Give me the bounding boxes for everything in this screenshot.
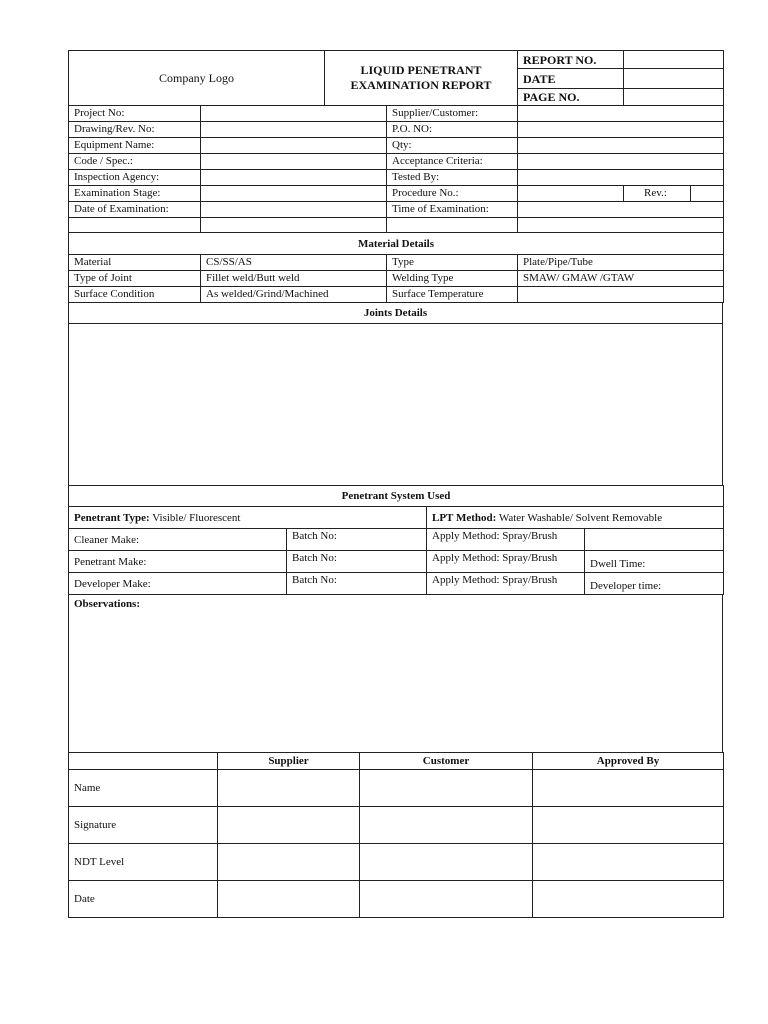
supplier-signature-field[interactable]: [218, 807, 360, 844]
penetrant-system-table: [68, 485, 724, 595]
code-spec-label: Code / Spec.:: [69, 154, 201, 170]
examination-stage-field[interactable]: [201, 186, 387, 202]
date-of-examination-field[interactable]: [201, 202, 387, 218]
observations-label: Observations:: [74, 598, 140, 610]
drawing-rev-field[interactable]: [201, 122, 387, 138]
material-value[interactable]: CS/SS/AS: [201, 255, 387, 271]
ndt-level-label: NDT Level: [69, 844, 218, 881]
date-field[interactable]: [624, 69, 724, 89]
customer-signature-field[interactable]: [360, 807, 533, 844]
joints-details-heading: Joints Details: [69, 303, 723, 324]
cleaner-apply-method[interactable]: Apply Method: Spray/Brush: [427, 529, 585, 551]
customer-heading: Customer: [360, 753, 533, 770]
material-details-heading: Material Details: [69, 233, 724, 255]
welding-type-value[interactable]: SMAW/ GMAW /GTAW: [518, 271, 724, 287]
type-of-joint-value[interactable]: Fillet weld/Butt weld: [201, 271, 387, 287]
customer-date-field[interactable]: [360, 881, 533, 918]
surface-temperature-field[interactable]: [518, 287, 724, 303]
qty-field[interactable]: [518, 138, 724, 154]
acceptance-criteria-label: Acceptance Criteria:: [387, 154, 518, 170]
surface-condition-value[interactable]: As welded/Grind/Machined: [201, 287, 387, 303]
date-label: DATE: [518, 69, 624, 89]
blank-cell[interactable]: [518, 218, 724, 233]
surface-temperature-label: Surface Temperature: [387, 287, 518, 303]
date-label-signoff: Date: [69, 881, 218, 918]
type-value[interactable]: Plate/Pipe/Tube: [518, 255, 724, 271]
project-no-label: Project No:: [69, 106, 201, 122]
surface-condition-label: Surface Condition: [69, 287, 201, 303]
supplier-name-field[interactable]: [218, 770, 360, 807]
supplier-customer-label: Supplier/Customer:: [387, 106, 518, 122]
drawing-rev-label: Drawing/Rev. No:: [69, 122, 201, 138]
approver-date-field[interactable]: [533, 881, 724, 918]
penetrant-system-heading: Penetrant System Used: [69, 486, 724, 507]
approved-by-heading: Approved By: [533, 753, 724, 770]
report-title-line2: EXAMINATION REPORT: [350, 78, 492, 92]
project-info-table: [68, 105, 724, 233]
cleaner-make[interactable]: Cleaner Make:: [69, 529, 287, 551]
cleaner-batch-no[interactable]: Batch No:: [287, 529, 427, 551]
code-spec-field[interactable]: [201, 154, 387, 170]
penetrant-type[interactable]: [69, 507, 427, 529]
cleaner-extra-field[interactable]: [585, 529, 724, 551]
developer-apply-method[interactable]: Apply Method: Spray/Brush: [427, 573, 585, 595]
signoff-table: [68, 752, 724, 918]
supplier-customer-field[interactable]: [518, 106, 724, 122]
supplier-heading: Supplier: [218, 753, 360, 770]
lpt-method-value: Water Washable/ Solvent Removable: [496, 511, 663, 524]
lpt-method-label: LPT Method:: [432, 511, 497, 524]
material-details-table: [68, 232, 724, 303]
report-title-line1: LIQUID PENETRANT: [360, 63, 482, 77]
approver-signature-field[interactable]: [533, 807, 724, 844]
company-logo-placeholder: Company Logo: [69, 51, 325, 106]
date-of-examination-label: Date of Examination:: [69, 202, 201, 218]
equipment-name-field[interactable]: [201, 138, 387, 154]
customer-ndt-level-field[interactable]: [360, 844, 533, 881]
approver-name-field[interactable]: [533, 770, 724, 807]
penetrant-type-label: Penetrant Type:: [74, 511, 150, 524]
blank-cell: [69, 218, 201, 233]
material-label: Material: [69, 255, 201, 271]
developer-batch-no[interactable]: Batch No:: [287, 573, 427, 595]
po-no-label: P.O. NO:: [387, 122, 518, 138]
penetrant-type-value: Visible/ Fluorescent: [149, 511, 241, 524]
report-header: [68, 50, 724, 106]
penetrant-make[interactable]: Penetrant Make:: [69, 551, 287, 573]
customer-name-field[interactable]: [360, 770, 533, 807]
type-label: Type: [387, 255, 518, 271]
welding-type-label: Welding Type: [387, 271, 518, 287]
supplier-ndt-level-field[interactable]: [218, 844, 360, 881]
tested-by-field[interactable]: [518, 170, 724, 186]
equipment-name-label: Equipment Name:: [69, 138, 201, 154]
signoff-corner: [69, 753, 218, 770]
report-no-field[interactable]: [624, 51, 724, 69]
observations-table: [68, 594, 723, 753]
report-title: [325, 51, 518, 106]
approver-ndt-level-field[interactable]: [533, 844, 724, 881]
name-label: Name: [69, 770, 218, 807]
supplier-date-field[interactable]: [218, 881, 360, 918]
observations-area[interactable]: [69, 595, 723, 753]
rev-label: Rev.:: [624, 186, 691, 202]
time-of-examination-field[interactable]: [518, 202, 724, 218]
lpt-report-form: [68, 50, 723, 918]
developer-time[interactable]: Developer time:: [585, 573, 724, 595]
penetrant-batch-no[interactable]: Batch No:: [287, 551, 427, 573]
blank-cell: [387, 218, 518, 233]
po-no-field[interactable]: [518, 122, 724, 138]
procedure-no-field[interactable]: [518, 186, 624, 202]
type-of-joint-label: Type of Joint: [69, 271, 201, 287]
acceptance-criteria-field[interactable]: [518, 154, 724, 170]
joints-details-table: [68, 302, 723, 486]
procedure-no-label: Procedure No.:: [387, 186, 518, 202]
rev-field[interactable]: [691, 186, 724, 202]
signature-label: Signature: [69, 807, 218, 844]
inspection-agency-label: Inspection Agency:: [69, 170, 201, 186]
blank-cell[interactable]: [201, 218, 387, 233]
time-of-examination-label: Time of Examination:: [387, 202, 518, 218]
report-no-label: REPORT NO.: [518, 51, 624, 69]
joints-details-area[interactable]: [69, 324, 723, 486]
developer-make[interactable]: Developer Make:: [69, 573, 287, 595]
qty-label: Qty:: [387, 138, 518, 154]
page-no-field[interactable]: [624, 89, 724, 106]
examination-stage-label: Examination Stage:: [69, 186, 201, 202]
tested-by-label: Tested By:: [387, 170, 518, 186]
project-no-field[interactable]: [201, 106, 387, 122]
penetrant-apply-method[interactable]: Apply Method: Spray/Brush: [427, 551, 585, 573]
page-no-label: PAGE NO.: [518, 89, 624, 106]
lpt-method[interactable]: [427, 507, 724, 529]
inspection-agency-field[interactable]: [201, 170, 387, 186]
dwell-time[interactable]: Dwell Time:: [585, 551, 724, 573]
